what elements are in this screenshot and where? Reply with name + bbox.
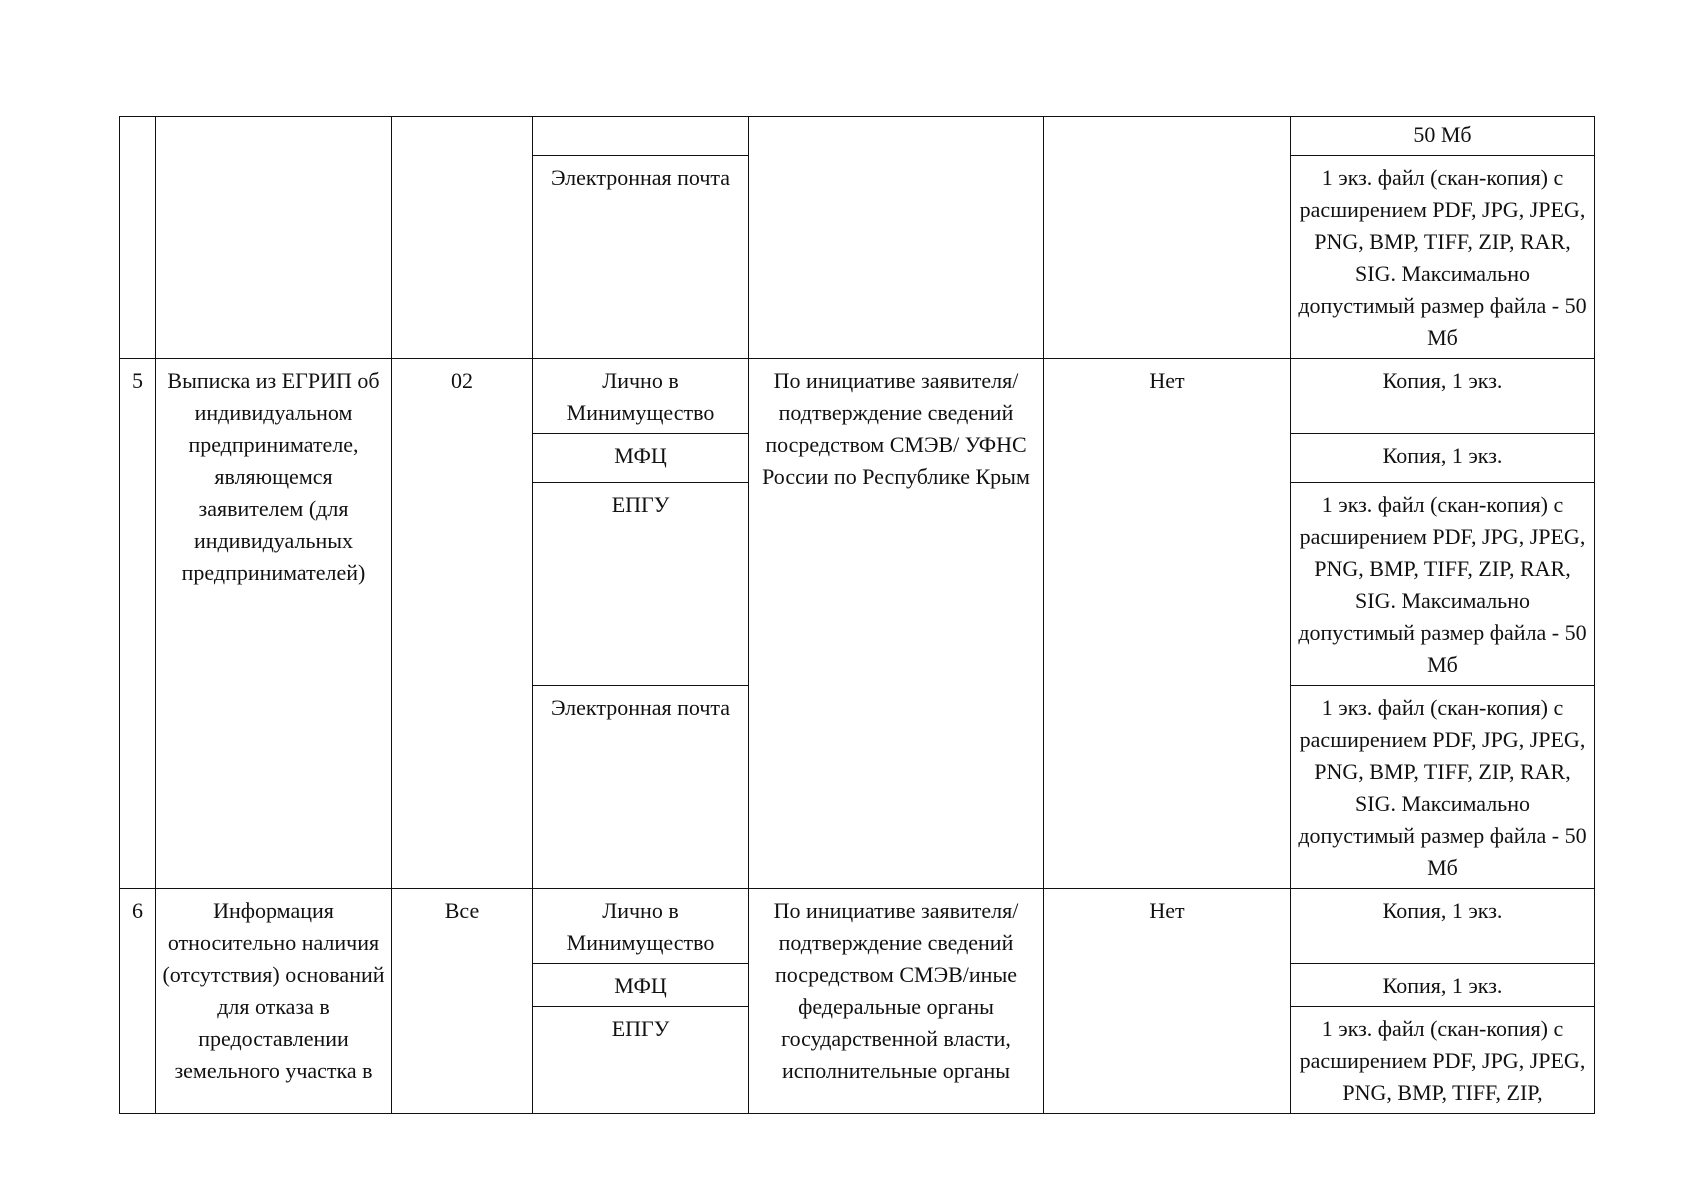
cell-channel-email: Электронная почта xyxy=(533,156,749,359)
cell-format-mfc: Копия, 1 экз. xyxy=(1291,434,1595,483)
cell-channel-empty xyxy=(533,117,749,156)
cell-source: По инициативе заявителя/ подтверждение сведений посредством СМЭВ/ УФНС России по Республике Крым xyxy=(749,359,1044,889)
cell-code: Все xyxy=(392,889,533,1114)
cell-channel-mfc: МФЦ xyxy=(533,434,749,483)
cell-document-name: Выписка из ЕГРИП об индивидуальном предпринимателе, являющемся заявителем (для индивидуальных предпринимателей) xyxy=(156,359,392,889)
cell-channel-mfc: МФЦ xyxy=(533,964,749,1007)
documents-table xyxy=(119,116,1595,1114)
cell-format-personal: Копия, 1 экз. xyxy=(1291,889,1595,964)
cell-source-empty xyxy=(749,117,1044,359)
cell-number: 5 xyxy=(120,359,156,889)
cell-document-name: Информация относительно наличия (отсутствия) оснований для отказа в предоставлении земельного участка в xyxy=(156,889,392,1114)
cell-format-epgu: 1 экз. файл (скан-копия) с расширением PDF, JPG, JPEG, PNG, BMP, TIFF, ZIP, xyxy=(1291,1007,1595,1114)
cell-flag-empty xyxy=(1044,117,1291,359)
cell-channel-email: Электронная почта xyxy=(533,686,749,889)
cell-format-epgu: 1 экз. файл (скан-копия) с расширением PDF, JPG, JPEG, PNG, BMP, TIFF, ZIP, RAR, SIG. Максимально допустимый размер файла - 50 Мб xyxy=(1291,483,1595,686)
cell-format-email: 1 экз. файл (скан-копия) с расширением PDF, JPG, JPEG, PNG, BMP, TIFF, ZIP, RAR, SIG. Максимально допустимый размер файла - 50 Мб xyxy=(1291,156,1595,359)
cell-channel-personal: Лично в Минимущество xyxy=(533,359,749,434)
cell-number: 6 xyxy=(120,889,156,1114)
cell-code: 02 xyxy=(392,359,533,889)
cell-channel-epgu: ЕПГУ xyxy=(533,1007,749,1114)
cell-format-mfc: Копия, 1 экз. xyxy=(1291,964,1595,1007)
cell-format-top: 50 Мб xyxy=(1291,117,1595,156)
cell-code-empty xyxy=(392,117,533,359)
cell-source: По инициативе заявителя/ подтверждение сведений посредством СМЭВ/иные федеральные органы государственной власти, исполнительные органы xyxy=(749,889,1044,1114)
cell-name-empty xyxy=(156,117,392,359)
cell-number-empty xyxy=(120,117,156,359)
cell-channel-personal: Лично в Минимущество xyxy=(533,889,749,964)
cell-flag: Нет xyxy=(1044,359,1291,889)
table-row xyxy=(120,889,1595,964)
cell-flag: Нет xyxy=(1044,889,1291,1114)
cell-format-email: 1 экз. файл (скан-копия) с расширением PDF, JPG, JPEG, PNG, BMP, TIFF, ZIP, RAR, SIG. Максимально допустимый размер файла - 50 Мб xyxy=(1291,686,1595,889)
cell-channel-epgu: ЕПГУ xyxy=(533,483,749,686)
cell-format-personal: Копия, 1 экз. xyxy=(1291,359,1595,434)
table-row xyxy=(120,117,1595,156)
table-row xyxy=(120,359,1595,434)
